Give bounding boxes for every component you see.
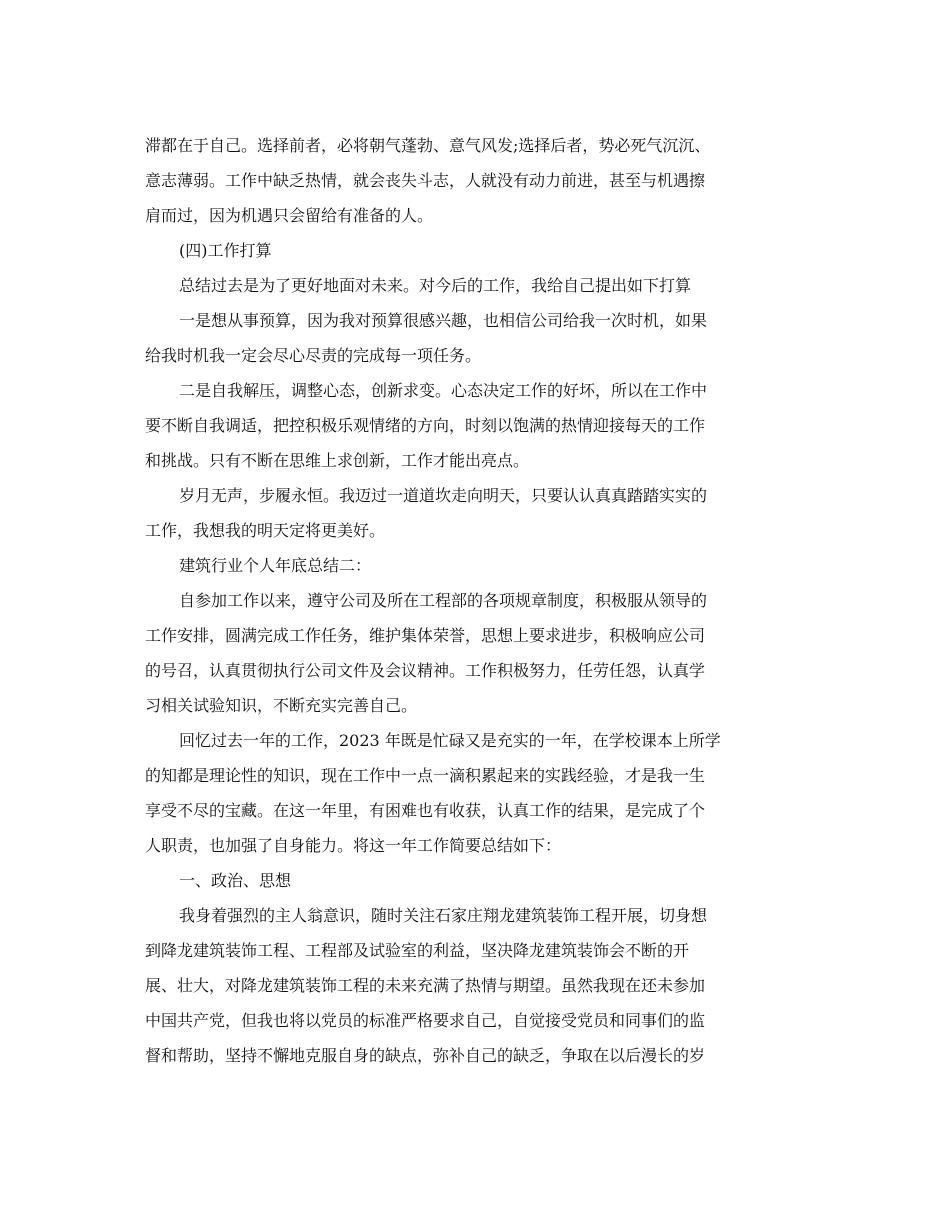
text-line: 展、壮大，对降龙建筑装饰工程的未来充满了热情与期望。虽然我现在还未参加	[145, 976, 706, 995]
text-line: 建筑行业个人年底总结二：	[179, 556, 372, 575]
text-line: 工作安排，圆满完成工作任务，维护集体荣誉，思想上要求进步，积极响应公司	[145, 626, 706, 645]
paragraph	[145, 373, 805, 478]
text-line: 习相关试验知识，不断充实完善自己。	[145, 696, 418, 715]
document-body	[145, 128, 805, 1073]
text-line: 督和帮助，坚持不懈地克服自身的缺点，弥补自己的缺乏，争取在以后漫长的岁	[145, 1046, 706, 1065]
paragraph	[145, 478, 805, 548]
text-line: 意志薄弱。工作中缺乏热情，就会丧失斗志，人就没有动力前进，甚至与机遇擦	[145, 171, 706, 190]
text-line: 的号召，认真贯彻执行公司文件及会议精神。工作积极努力，任劳任怨，认真学	[145, 661, 706, 680]
text-line: 肩而过，因为机遇只会留给有准备的人。	[145, 206, 434, 225]
text-line: 享受不尽的宝藏。在这一年里，有困难也有收获，认真工作的结果，是完成了个	[145, 801, 706, 820]
text-line: 到降龙建筑装饰工程、工程部及试验室的利益，坚决降龙建筑装饰会不断的开	[145, 941, 690, 960]
text-line: 我身着强烈的主人翁意识，随时关注石家庄翔龙建筑装饰工程开展，切身想	[179, 906, 708, 925]
paragraph	[145, 583, 805, 723]
text-line: 中国共产党，但我也将以党员的标准严格要求自己，自觉接受党员和同事们的监	[145, 1011, 706, 1030]
text-line: 岁月无声，步履永恒。我迈过一道道坎走向明天，只要认认真真踏踏实实的	[179, 486, 708, 505]
text-line: 的知都是理论性的知识，现在工作中一点一滴积累起来的实践经验，才是我一生	[145, 766, 706, 785]
paragraph	[145, 863, 805, 898]
paragraph	[145, 548, 805, 583]
text-line: 一、政治、思想	[179, 871, 292, 890]
text-line: 二是自我解压，调整心态，创新求变。心态决定工作的好坏，所以在工作中	[179, 381, 708, 400]
document-page	[145, 128, 805, 1073]
paragraph	[145, 303, 805, 373]
text-line: 一是想从事预算，因为我对预算很感兴趣，也相信公司给我一次时机，如果	[179, 311, 708, 330]
text-line: 要不断自我调适，把控积极乐观情绪的方向，时刻以饱满的热情迎接每天的工作	[145, 416, 706, 435]
text-line: 回忆过去一年的工作，2023 年既是忙碌又是充实的一年，在学校课本上所学	[179, 731, 721, 750]
text-line: (四)工作打算	[179, 241, 272, 260]
text-line: 人职责，也加强了自身能力。将这一年工作简要总结如下：	[145, 836, 562, 855]
text-line: 和挑战。只有不断在思维上求创新，工作才能出亮点。	[145, 451, 530, 470]
paragraph	[145, 233, 805, 268]
text-line: 给我时机我一定会尽心尽责的完成每一项任务。	[145, 346, 482, 365]
paragraph	[145, 723, 805, 863]
paragraph	[145, 268, 805, 303]
paragraph	[145, 128, 805, 233]
paragraph	[145, 898, 805, 1073]
text-line: 自参加工作以来，遵守公司及所在工程部的各项规章制度，积极服从领导的	[179, 591, 708, 610]
text-line: 滞都在于自己。选择前者，必将朝气蓬勃、意气风发;选择后者，势必死气沉沉、	[145, 136, 711, 155]
text-line: 工作，我想我的明天定将更美好。	[145, 521, 386, 540]
text-line: 总结过去是为了更好地面对未来。对今后的工作，我给自己提出如下打算	[179, 276, 692, 295]
